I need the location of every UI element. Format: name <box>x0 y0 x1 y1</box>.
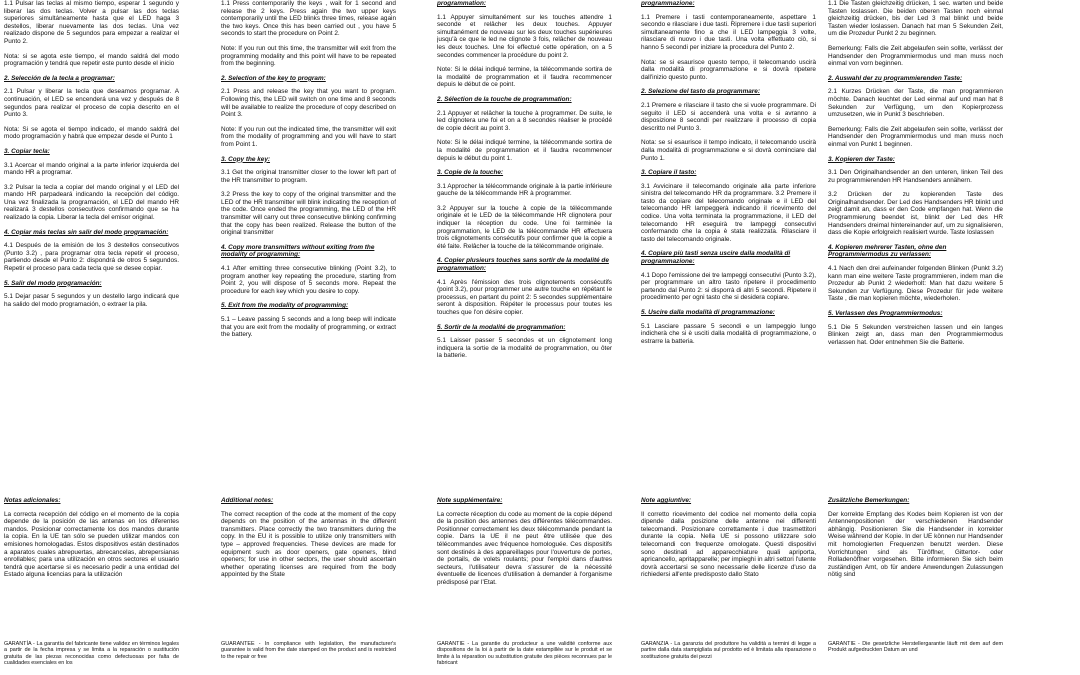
guarantee-text: GARANTÍA - La garantía del fabricante tiene validez en términos legales a partir de la fecha impresa y se limita a la reparación o sustitución gratuita de las piezas reconocidas como defectuosas por falta de cualidades esenciales en los <box>4 641 179 667</box>
section-heading: 2. Selection of the key to program: <box>221 74 326 82</box>
column-fr <box>437 0 612 675</box>
guarantee-text: GARANTIE - La garantie du producteur a une validité conforme aux dispositions de la loi à partir de la date estampillée sur le produit et se limite à la réparation ou substitution gratuite des pièces reconnues par le fabricant <box>437 641 612 667</box>
section-heading: 4. Copiare più tasti senza uscire dalla modalità di programmazione: <box>641 250 791 266</box>
paragraph: Bemerkung: Falls die Zeit abgelaufen sein sollte, verlässt der Handsender den Programmiermodus und man muss noch einmal von Punkt 1 beginnen. <box>828 125 1003 148</box>
notes-text: Il corretto ricevimento del codice nel momento della copia dipende dalla posizione delle antenne nei differenti telecomandi. Posizionare correttamente i due trasmettitori durante la copia. Nella UE si possono utilizzare solo telecomandi con frequenze omologate. Questi dispositivi sono destinati ad apparecchiature quali apriporta, apricancello, apritapparelle; per impieghi in altri settori l'utente dovrà accertarsi se sono necessarie delle licenze d'uso da richiedersi all'ente predisposto dallo Stato <box>641 510 816 579</box>
paragraph: Bemerkung: Falls die Zeit abgelaufen sein sollte, verlässt der Handsender den Programmiermodus und man muss noch einmal von vorn beginnen. <box>828 44 1003 68</box>
notes-heading: Notas adicionales: <box>4 497 61 504</box>
section-heading: 5. Salir del modo programación: <box>4 279 102 287</box>
section-heading: 2. Sélection de la touche de programmation: <box>437 95 572 103</box>
additional-notes <box>4 497 179 579</box>
paragraph: 1.1 Appuyer simultanément sur les touches attendre 1 seconde et relâcher les deux touches. Appuyer simultanément de nouveau sur les deux touches supérieures jusqu'à ce que le led ne clignote 3 fois, relâcher de nouveau les deux touches. Une foi effectué cette opération, on a 5 secondes commencer la procédure du point 2. <box>437 13 612 59</box>
paragraph: 5.1 Die 5 Sekunden verstreichen lassen und ein langes Blinken zeigt an, dass man den Programmiermodus verlassen hat. Oder entnehmen Sie die Batterie. <box>828 323 1003 346</box>
column-de <box>828 0 1003 675</box>
section-heading: 5. Verlassen des Programmiermodus: <box>828 310 943 317</box>
paragraph: Note: Si le délai indiqué termine, la télécommande sortira de la modalité de programmation et il faudra recommencer depuis le début de ce point. <box>437 66 612 89</box>
section-heading: 5. Uscire dalla modalità di programmazione: <box>641 309 775 316</box>
notes-text: La correcte réception du code au moment de la copie dépend de la position des antennes des différentes télécommandes. Positionner correctement les deux télécommande pendant la copie. Dans la UE il ne peut être utilisée que des télécommandes avec fréquence homologuée. Ces dispositifs sont destinés à des appareillages pour l'ouverture de portes, de portails, de volets roulants; pour l'emploi dans d'autres secteurs, l'utilisateur devra s'assurer de la nécessité éventuelle de licences d'utilisation à demander à l'organisme prédisposé par l'Etat. <box>437 510 612 586</box>
notes-heading: Zusätzliche Bemerkungen: <box>828 497 910 504</box>
paragraph: 2.1 Press and release the key that you want to program. Following this, the LED will switch on one time and 8 seconds will be available to realize the procedure of copy described on Point 3. <box>221 88 396 119</box>
section-heading: 2. Auswahl der zu programmierenden Taste: <box>828 74 963 82</box>
notes-text: The correct reception of the code at the moment of the copy depends on the position of the antennas in the different transmitters. Place correctly the two transmitters during the copy. In the EU it is possible to utilize only transmitters with type – approved frequencies. These devices are made for equipment such as door openers, gate openers, blind openers; for use in other sectors, the user should ascertain whether operating licenses are required from the body appointed by the State <box>221 510 396 579</box>
paragraph: 1.1 Die Tasten gleichzeitig drücken, 1 sec. warten und beide Tasten loslassen. Die beiden oberen Tasten noch einmal gleichzeitig drücken, bis der Led 3 mal blinkt und beide Tasten wieder loslassen. Danach hat man 5 Sekunden Zeit, um die Prozedur Punkt 2 zu beginnen. <box>828 0 1003 38</box>
paragraph: 1.1 Press contemporarily the keys , wait for 1 second and release the 2 keys. Press again the two upper keys contemporarily until the LED blinks three times, release again the two keys. Once this has been carried out , you have 5 seconds to start the procedure on Point 2. <box>221 0 396 38</box>
section-heading: 2. Selezione del tasto da programmare: <box>641 88 760 96</box>
section-heading: programmation: <box>437 0 486 7</box>
paragraph: 3.1 Den Originalhandsender an den unteren, linken Teil des zu programmierenden HR Handsenders annähern. <box>828 169 1003 184</box>
section-heading: programmazione: <box>641 0 695 7</box>
notes-heading: Note aggiuntive: <box>641 497 692 504</box>
paragraph: 4.1 After emitting three consecutive blinking (Point 3.2), to program another key repeating the procedure, starting from Point 2, you will dispose of 5 seconds more. Repeat the procedure for each key which you desire to copy. <box>221 265 396 295</box>
paragraph: 3.2 Press the key to copy of the original transmitter and the LED of the HR transmitter will blink indicating the reception of the code. Once ended the programming, the LED of the HR transmitter will carry out three consecutive blinking confirming that the copy has been realized. Release the button of the original transmitter <box>221 191 396 237</box>
notes-text: La correcta recepción del código en el momento de la copia depende de la posición de las antenas en los diferentes mandos. Posicionar correctamente los dos mandos durante la copia. En la UE tan sólo se pueden utilizar mandos con emisiones homologadas. Estos dispositivos están destinados a aparatos cuales abrepuertas, abrecancelas, abrepersianas enrollables; para una utilización en otros sectores el usuario tendrá que acertarse si es necesario pedir a una entidad del Estado alguna licencias para la utilización <box>4 510 179 579</box>
additional-notes <box>437 497 612 587</box>
paragraph: 2.1 Appuyer et relâcher la touche à programmer. De suite, le led clignotera une foi et on a 8 secondes réaliser le procédé de copie décrit au point 3. <box>437 109 612 132</box>
section-heading: 2. Selección de la tecla a programar: <box>4 74 115 82</box>
paragraph: 4.1 Después de la emisión de los 3 destellos consecutivos (Punto 3.2) , para programar otra tecla repetir el proceso, partiendo desde el Punto 2: dispondrá de otros 5 segundos. Repetir el proceso para cada tecla que se desee copiar. <box>4 242 179 273</box>
section-heading: 3. Copie de la touche: <box>437 169 504 177</box>
paragraph: 4.1 Dopo l'emissione dei tre lampeggi consecutivi (Punto 3.2), per programmare un altro tasto ripetere il procedimento partendo dal Punto 2: si disporrà di altri 5 secondi. Ripetere il procedimento per ogni tasto che si desidera copiare. <box>641 271 816 302</box>
paragraph: 4.1 Après l'émission des trois clignotements consécutifs (point 3.2), pour programmer une autre touche en répétant le processus, en partant du point 2: 5 secondes supplémentaire seront à disposition. Répéter le processus pour toutes les touches que l'on désire copier. <box>437 278 612 316</box>
additional-notes <box>221 497 396 579</box>
paragraph: 2.1 Pulsar y liberar la tecla que deseamos programar. A continuación, el LED se encenderá una vez y después de 8 segundos para realizar el proceso de copia descrito en el Punto 3. <box>4 88 179 119</box>
paragraph: 3.2 Appuyer sur la touche à copie de la télécommande originale et le LED de la télécommande HR clignotera pour indiquer la réception du code. Une foi terminée la programmation, le LED de la télécommande HR effectuera trois clignotements consécutifs pour confirmer que la copie a été faite. Relâcher la touche de la télécommande originale. <box>437 204 612 250</box>
paragraph: 1.1 Pulsar las teclas al mismo tiempo, esperar 1 segundo y liberar las dos teclas. Volver a pulsar las dos teclas superiores simultáneamente hasta que el LED haga 3 destellos, liberar nuevamente las dos teclas. Una vez realizado dispone de 5 segundos para empezar a realizar el Punto 2. <box>4 0 179 45</box>
paragraph: 3.1 Get the original transmitter closer to the lower left part of the HR transmitter to program. <box>221 169 396 184</box>
section-heading: 3. Copiar tecla: <box>4 147 50 155</box>
paragraph: Nota: se si esaurisce il tempo indicato, il telecomando uscirà dalla modalità di programmazione e si dovrà cominciare dal Punto 1. <box>641 139 816 162</box>
additional-notes <box>641 497 816 579</box>
guarantee-text: GUARANTEE - In compliance with legislation, the manufacturer's guarantee is valid from the date stamped on the product and is restricted to the repair or free <box>221 641 396 660</box>
section-heading: 4. Kopieren mehrerer Tasten, ohne den Programmiermodus zu verlassen: <box>828 243 947 259</box>
column-es <box>4 0 179 675</box>
guarantee-text: GARANZIA - La garanzia del produttore ha validità a termini di legge a partire dalla data stampigliata sul prodotto ed è limitata alla riparazione o sostituzione gratuita dei pezzi <box>641 641 816 660</box>
paragraph: 5.1 Lasciare passare 5 secondi e un lampeggio lungo indicherà che si è usciti dalla modalità di programmazione, o estrarre la batteria. <box>641 322 816 345</box>
paragraph: Nota: se si esaurisce questo tempo, il telecomando uscirà dalla modalità di programmazione e si dovrà ripetere dall'inizio questo punto. <box>641 58 816 81</box>
paragraph: 5.1 – Leave passing 5 seconds and a long beep will indicate that you are exit from the modality of programming, or extract the battery. <box>221 316 396 339</box>
notes-heading: Additional notes: <box>221 497 274 504</box>
column-en <box>221 0 396 675</box>
paragraph: Note: If you run out this time, the transmitter will exit from the programming modality and this point will have to be repeated from the beginning. <box>221 44 396 68</box>
paragraph: 2.1 Kurzes Drücken der Taste, die man programmieren möchte. Danach leuchtet der Led einmal auf und man hat 8 Sekunden zur Verfügung, um den Kopierprozess umzusetzen, wie in Punkt 3 beschrieben. <box>828 88 1003 119</box>
paragraph: 5.1 Laisser passer 5 secondes et un clignotement long indiquera la sortie de la modalité de programmation, ou ôter la batterie. <box>437 337 612 360</box>
paragraph: Nota: Si se agota el tiempo indicado, el mando saldrá del modo programación y habrá que empezar desde el Punto 1 <box>4 125 179 141</box>
paragraph: Note: Si le délai indiqué termine, la télécommande sortira de la modalité de programmation et il faudra recommencer depuis le début du point 1. <box>437 139 612 162</box>
section-heading: 5. Sortir de la modalité de programmation: <box>437 323 566 331</box>
paragraph: 3.1 Avvicinare il telecomando originale alla parte inferiore sinistra del telecomando HR da programmare. 3.2 Premere il tasto da copiare del telecomando originale e il LED del telecomando HR lampeggerà indicando il ricevimento del codice. Una volta terminata la programmazione, il LED del telecomando HR eseguirà tre lampeggi consecutivi confermando che la copia è stata realizzata. Rilasciare il tasto del telecomando originale. <box>641 182 816 243</box>
paragraph: 3.1 Acercar el mando original a la parte inferior izquierda del mando HR a programar. <box>4 161 179 177</box>
section-heading: 4. Copier plusieurs touches sans sortir de la modalité de programmation: <box>437 257 609 273</box>
section-heading: 3. Copy the key: <box>221 155 271 163</box>
paragraph: 2.1 Premere e rilasciare il tasto che si vuole programmare. Di seguito il LED si accenderà una volta e si avranno a disposizione 8 secondi per realizzare il processo di copia descritto nel Punto 3. <box>641 101 816 132</box>
paragraph: Nota: si se agota este tiempo, el mando saldrá del modo programación y tendrá que repetir este punto desde el inicio <box>4 52 179 68</box>
paragraph: 3.2 Drücken der zu kopierenden Taste des Originalhandsender. Der Led des Handsenders HR blinkt und zeigt damit an, dass er den Code empfangen hat. Wenn die Programmierung beendet ist, blinkt der Led des HR Handsenders dreimal hintereinander auf, um zu signalisieren, dass die Kopie erfolgreich realisiert wurde. Taste loslassen <box>828 191 1003 237</box>
section-heading: 5. Exit from the modality of programming: <box>221 302 349 310</box>
additional-notes <box>828 497 1003 579</box>
section-heading: 3. Copiare il tasto: <box>641 169 697 177</box>
paragraph: Note: If you run out the indicated time, the transmitter will exit from the modality of programming and you will have to start from Point 1. <box>221 125 396 148</box>
notes-text: Der korrekte Empfang des Kodes beim Kopieren ist von der Antennenpositionen der verschiedenen Handsender abhängig. Positionieren Sie die Handsender in korrekter Weise während der Kopie. In der UE können nur Handsender mit homologierten Frequenzen benutzt werden. Diese Vorrichtungen sind als Türöffner, Gittertor- oder Rolladenöffner vorgesehen. Bitte informieren Sie sich beim zuständigen Amt, ob für andere Anwendungen Zulassungen nötig sind <box>828 510 1003 579</box>
paragraph: 1.1 Premere i tasti contemporaneamente, aspettare 1 secondo e rilasciare i due tasti. Ripremere i due tasti superiori simultaneamente fino a che il LED lampeggia 3 volte, rilasciare di nuovo i due tasti. Una volta effettuato ciò, si hanno 5 secondi per iniziare la procedura del Punto 2. <box>641 13 816 51</box>
column-it <box>641 0 816 675</box>
notes-heading: Note supplémentaire: <box>437 497 503 504</box>
paragraph: 4.1 Nach den drei aufeinander folgenden Blinken (Punkt 3.2) kann man eine weitere Taste programmieren, indem man die Prozedur ab Punkt 2 wiederholt: Man hat dazu weitere 5 Sekunden zur Verfügung. Diese Prozedur für jede weitere Taste , die man kopieren möchte, wiederholen. <box>828 265 1003 303</box>
section-heading: 4. Copiar más teclas sin salir del modo programación: <box>4 228 169 236</box>
guarantee-text: GARANTIE - Die gesetzliche Herstellergarantie läuft mit dem auf dem Produkt aufgedruckten Datum an und <box>828 641 1003 654</box>
paragraph: 5.1 Dejar pasar 5 segundos y un destello largo indicará que ha salido del modo programación, o extraer la pila. <box>4 293 179 308</box>
section-heading: 4. Copy more transmitters without exiting from the modality of programming: <box>221 243 375 259</box>
paragraph: 3.2 Pulsar la tecla a copiar del mando original y el LED del mando HR parpadeará indicando la recepción del código. Una vez finalizada la programación, el LED del mando HR realizará 3 destellos consecutivos confirmando que se ha realizado la copia. Liberar la tecla del emisor original. <box>4 183 179 222</box>
paragraph: 3.1 Approcher la télécommande originale à la partie inférieure gauche de la télécommande HR à programmer. <box>437 182 612 198</box>
section-heading: 3. Kopieren der Taste: <box>828 155 895 163</box>
